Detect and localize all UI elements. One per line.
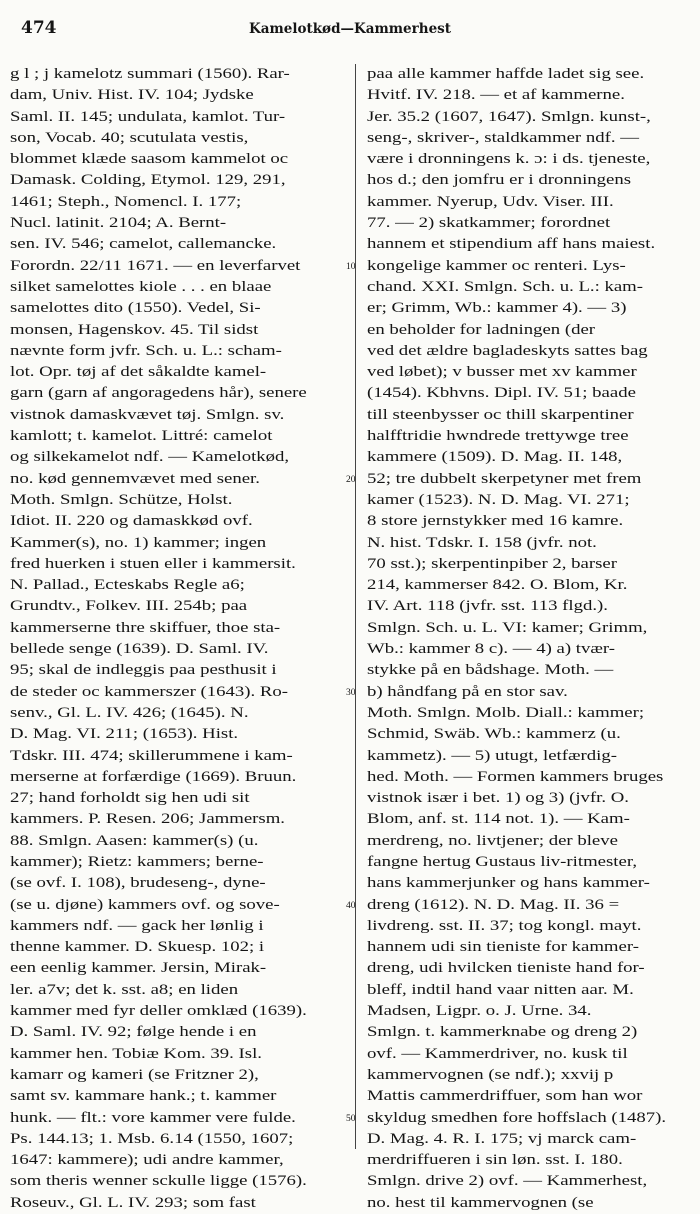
text-line: kamer (1523). N. D. Mag. VI. 271;: [367, 491, 630, 508]
text-line: hans kammerjunker og hans kammer-: [367, 875, 650, 892]
text-line: N. Pallad., Ecteskabs Regle a6;: [10, 577, 245, 594]
text-line: IV. Art. 118 (jvfr. sst. 113 flgd.).: [367, 598, 608, 615]
text-line: 1461; Steph., Nomencl. I. 177;: [10, 193, 242, 210]
text-line: Wb.: kammer 8 c). — 4) a) tvær-: [367, 641, 615, 658]
right-column: [367, 64, 685, 1214]
text-line: merdreng, no. livtjener; der bleve: [367, 832, 618, 849]
text-line: dreng, udi hvilcken tieniste hand for-: [367, 960, 645, 977]
text-line: kammers. P. Resen. 206; Jammersm.: [10, 811, 285, 828]
text-line: Ps. 144.13; 1. Msb. 6.14 (1550, 1607;: [10, 1130, 294, 1147]
text-line: kammers ndf. — gack her lønlig i: [10, 917, 264, 934]
text-line: chand. XXI. Smlgn. Sch. u. L.: kam-: [367, 278, 644, 295]
column-divider: [355, 64, 356, 1149]
text-line: blommet klæde saasom kammelot oc: [10, 151, 289, 168]
text-line: 27; hand forholdt sig hen udi sit: [10, 790, 250, 807]
text-line: kammetz). — 5) utugt, letfærdig-: [367, 747, 617, 764]
text-line: Kammer(s), no. 1) kammer; ingen: [10, 534, 267, 551]
text-line: kammervognen (se ndf.); xxvij p: [367, 1066, 614, 1083]
text-line: b) håndfang på en stor sav.: [367, 683, 568, 700]
text-line: Mattis cammerdriffuer, som han wor: [367, 1088, 643, 1105]
text-line: kammer hen. Tobiæ Kom. 39. Isl.: [10, 1045, 262, 1062]
text-line: thenne kammer. D. Skuesp. 102; i: [10, 939, 265, 956]
text-line: Nucl. latinit. 2104; A. Bernt-: [10, 215, 227, 232]
text-line: lot. Opr. tøj af det såkaldte kamel-: [10, 364, 267, 381]
text-line: sen. IV. 546; camelot, callemancke.: [10, 236, 277, 253]
text-line: ovf. — Kammerdriver, no. kusk til: [367, 1045, 628, 1062]
text-line: D. Mag. VI. 211; (1653). Hist.: [10, 726, 239, 743]
text-line: kammere (1509). D. Mag. II. 148,: [367, 449, 623, 466]
text-line: (se u. djøne) kammers ovf. og sove-: [10, 896, 280, 913]
text-line: kammerserne thre skiffuer, thoe sta-: [10, 619, 281, 636]
text-line: Jer. 35.2 (1607, 1647). Smlgn. kunst-,: [367, 108, 651, 125]
text-line: 95; skal de indleggis paa pesthusit i: [10, 662, 277, 679]
text-line: till steenbysser oc thill skarpentiner: [367, 406, 634, 423]
text-line: Saml. II. 145; undulata, kamlot. Tur-: [10, 108, 286, 125]
text-line: hed. Moth. — Formen kammers bruges: [367, 768, 664, 785]
text-line: Damask. Colding, Etymol. 129, 291,: [10, 172, 286, 189]
text-line: hannem et stipendium aff hans maiest.: [367, 236, 656, 253]
text-line: ler. a7v; det k. sst. a8; en liden: [10, 981, 239, 998]
text-line: vistnok damaskvævet tøj. Smlgn. sv.: [10, 406, 285, 423]
page-header: [0, 18, 700, 40]
text-line: og silkekamelot ndf. — Kamelotkød,: [10, 449, 290, 466]
line-number: 10: [346, 261, 356, 272]
text-line: Blom, anf. st. 114 not. 1). — Kam-: [367, 811, 630, 828]
line-number: 40: [346, 900, 356, 911]
text-line: Smlgn. Sch. u. L. VI: kamer; Grimm,: [367, 619, 648, 636]
text-line: kammer); Rietz: kammers; berne-: [10, 853, 264, 870]
text-line: Roseuv., Gl. L. IV. 293; som fast: [10, 1194, 256, 1211]
text-line: silket samelottes kiole . . . en blaae: [10, 278, 272, 295]
text-line: son, Vocab. 40; scutulata vestis,: [10, 129, 249, 146]
text-line: D. Saml. IV. 92; følge hende i en: [10, 1024, 257, 1041]
text-line: fangne hertug Gustaus liv-ritmester,: [367, 853, 638, 870]
text-line: hos d.; den jomfru er i dronningens: [367, 172, 632, 189]
text-line: monsen, Hagenskov. 45. Til sidst: [10, 321, 259, 338]
text-line: en beholder for ladningen (der: [367, 321, 596, 338]
text-line: no. hest til kammervognen (se: [367, 1194, 594, 1211]
text-line: hunk. — flt.: vore kammer vere fulde.: [10, 1109, 296, 1126]
text-line: Idiot. II. 220 og damaskkød ovf.: [10, 513, 253, 530]
text-line: 52; tre dubbelt skerpetyner met frem: [367, 470, 642, 487]
text-line: merdriffueren i sin løn. sst. I. 180.: [367, 1152, 623, 1169]
page-number: 474: [21, 18, 57, 38]
text-line: 70 sst.); skerpentinpiber 2, barser: [367, 555, 617, 572]
text-line: Moth. Smlgn. Molb. Diall.: kammer;: [367, 704, 645, 721]
text-line: (se ovf. I. 108), brudeseng-, dyne-: [10, 875, 266, 892]
text-line: Forordn. 22/11 1671. — en leverfarvet: [10, 257, 301, 274]
text-line: een eenlig kammer. Jersin, Mirak-: [10, 960, 267, 977]
text-line: samelottes dito (1550). Vedel, Si-: [10, 300, 261, 317]
text-line: g l ; j kamelotz summari (1560). Rar-: [10, 66, 290, 82]
text-line: er; Grimm, Wb.: kammer 4). — 3): [367, 300, 627, 317]
line-number: 50: [346, 1113, 356, 1124]
text-line: Schmid, Swäb. Wb.: kammerz (u.: [367, 726, 621, 743]
text-line: som theris wenner sckulle ligge (1576).: [10, 1173, 307, 1190]
text-line: halfftridie hwndrede trettywge tree: [367, 428, 629, 445]
text-line: kamarr og kameri (se Fritzner 2),: [10, 1066, 259, 1083]
text-line: (1454). Kbhvns. Dipl. IV. 51; baade: [367, 385, 636, 402]
text-line: N. hist. Tdskr. I. 158 (jvfr. not.: [367, 534, 597, 551]
text-line: bleff, indtil hand vaar nitten aar. M.: [367, 981, 634, 998]
text-line: kongelige kammer oc renteri. Lys-: [367, 257, 626, 274]
text-line: ved løbet); v busser met xv kammer: [367, 364, 637, 381]
text-line: dreng (1612). N. D. Mag. II. 36 =: [367, 896, 620, 913]
text-line: seng-, skriver-, staldkammer ndf. —: [367, 129, 639, 146]
text-line: de steder oc kammerszer (1643). Ro-: [10, 683, 289, 700]
text-line: 8 store jernstykker med 16 kamre.: [367, 513, 624, 530]
text-line: Madsen, Ligpr. o. J. Urne. 34.: [367, 1003, 592, 1020]
running-head: Kamelotkød—Kammerhest: [248, 21, 451, 37]
text-line: no. kød gennemvævet med sener.: [10, 470, 260, 487]
text-line: 214, kammerser 842. O. Blom, Kr.: [367, 577, 628, 594]
text-line: 1647: kammere); udi andre kammer,: [10, 1152, 284, 1169]
left-column: [10, 64, 348, 1214]
text-line: Hvitf. IV. 218. — et af kammerne.: [367, 87, 625, 104]
text-line: garn (garn af angoragedens hår), senere: [10, 385, 307, 402]
text-line: dam, Univ. Hist. IV. 104; Jydske: [10, 87, 254, 104]
text-line: Smlgn. drive 2) ovf. — Kammerhest,: [367, 1173, 648, 1190]
text-line: Tdskr. III. 474; skillerummene i kam-: [10, 747, 293, 764]
text-line: ved det ældre bagladeskyts sattes bag: [367, 342, 648, 359]
text-line: fred huerken i stuen eller i kammersit.: [10, 555, 296, 572]
text-line: Smlgn. t. kammerknabe og dreng 2): [367, 1024, 638, 1041]
text-line: Moth. Smlgn. Schütze, Holst.: [10, 491, 233, 508]
text-line: D. Mag. 4. R. I. 175; vj marck cam-: [367, 1130, 637, 1147]
text-line: nævnte form jvfr. Sch. u. L.: scham-: [10, 342, 282, 359]
text-line: samt sv. kammare hank.; t. kammer: [10, 1088, 277, 1105]
line-number: 20: [346, 474, 356, 485]
text-line: hannem udi sin tieniste for kammer-: [367, 939, 639, 956]
text-line: stykke på en bådshage. Moth. —: [367, 662, 614, 679]
text-line: skyldug smedhen fore hoffslach (1487).: [367, 1109, 667, 1126]
text-line: 88. Smlgn. Aasen: kammer(s) (u.: [10, 832, 259, 849]
text-line: kamlott; t. kamelot. Littré: camelot: [10, 428, 273, 445]
text-line: livdreng. sst. II. 37; tog kongl. mayt.: [367, 917, 642, 934]
text-line: være i dronningens k. ɔ: i ds. tjeneste,: [367, 151, 651, 168]
text-line: merserne at forfærdige (1669). Bruun.: [10, 768, 297, 785]
text-line: paa alle kammer haffde ladet sig see.: [367, 66, 645, 82]
line-number: 30: [346, 687, 356, 698]
text-line: kammer. Nyerup, Udv. Viser. III.: [367, 193, 614, 210]
text-line: vistnok især i bet. 1) og 3) (jvfr. O.: [367, 790, 629, 807]
text-line: senv., Gl. L. IV. 426; (1645). N.: [10, 704, 249, 721]
text-line: 77. — 2) skatkammer; forordnet: [367, 215, 611, 232]
text-line: kammer med fyr deller omklæd (1639).: [10, 1003, 307, 1020]
text-line: Grundtv., Folkev. III. 254b; paa: [10, 598, 248, 615]
text-line: bellede senge (1639). D. Saml. IV.: [10, 641, 269, 658]
